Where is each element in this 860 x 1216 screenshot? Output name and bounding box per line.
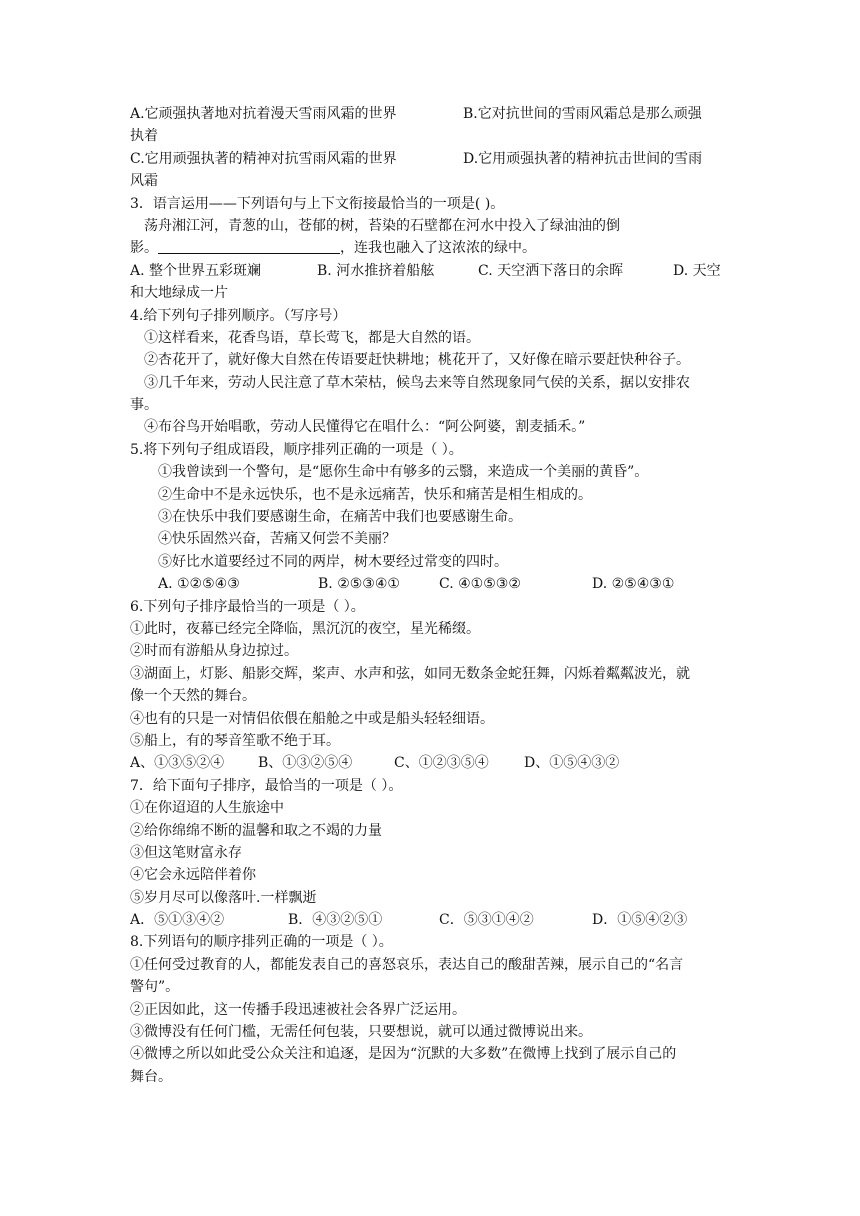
q4-sentence-2: ②杏花开了，就好像大自然在传语要赶快耕地；桃花开了，又好像在暗示要赶快种谷子。 [144, 352, 690, 369]
q5-sentence-5: ⑤好比水道要经过不同的两岸，树木要经过常变的四时。 [158, 553, 508, 570]
q7-option-a: A．⑤①③④② [130, 912, 225, 929]
q3-option-d-continued: 和大地绿成一片 [130, 285, 228, 302]
q5-stem: 5.将下列句子组成语段，顺序排列正确的一项是（ ）。 [130, 441, 463, 458]
q6-sentence-1: ①此时，夜幕已经完全降临，黑沉沉的夜空，星光稀缀。 [130, 620, 480, 637]
q3-options-row [130, 260, 732, 282]
q4-sentence-3: ③几千年来，劳动人民注意了草木荣枯，候鸟去来等自然现象同气侯的关系，据以安排农 [144, 374, 690, 391]
q6-option-c: C、①②③⑤④ [394, 755, 489, 772]
q8-sentence-1: ①任何受过教育的人，都能发表自己的喜怒哀乐，表达自己的酸甜苦辣，展示自己的“名言 [130, 956, 684, 973]
q2-option-d-continued: 风霜 [130, 173, 158, 190]
document-body [130, 103, 732, 1088]
q3-option-c: C. 天空洒下落日的余晖 [478, 262, 624, 279]
q7-option-b: B．④③②⑤① [288, 912, 383, 929]
q6-options-row [130, 752, 732, 774]
q3-passage-end: ，连我也融入了这浓浓的绿中。 [340, 240, 536, 257]
q4-sentence-4: ④布谷鸟开始唱歌，劳动人民懂得它在唱什么：“阿公阿婆，割麦插禾。” [144, 419, 586, 436]
q7-sentence-2: ②给你绵绵不断的温馨和取之不竭的力量 [130, 822, 382, 839]
q2-option-c: C.它用顽强执著的精神对抗雪雨风霜的世界 [130, 150, 397, 167]
q5-sentence-4: ④快乐固然兴奋，苦痛又何尝不美丽？ [158, 531, 396, 548]
q6-stem: 6.下列句子排序最恰当的一项是（ ）。 [130, 598, 365, 615]
q5-sentence-1: ①我曾读到一个警句，是“愿你生命中有够多的云翳，来造成一个美丽的黄昏”。 [158, 464, 649, 481]
q2-option-d: D.它用顽强执著的精神抗击世间的雪雨 [463, 150, 703, 167]
q2-option-a: A.它顽强执著地对抗着漫天雪雨风霜的世界 [130, 106, 397, 122]
q3-option-b: B. 河水推挤着船舷 [317, 262, 435, 279]
q7-stem: 7．给下面句子排序，最恰当的一项是（ ）。 [130, 777, 403, 794]
q2-options-row-1 [130, 103, 732, 125]
q6-option-b: B、①③②⑤④ [258, 755, 353, 772]
q2-option-b-continued: 执着 [130, 128, 158, 145]
q6-sentence-5: ⑤船上，有的琴音笙歌不绝于耳。 [130, 732, 340, 749]
q5-sentence-3: ③在快乐中我们要感谢生命，在痛苦中我们也要感谢生命。 [158, 509, 522, 526]
q5-sentence-2: ②生命中不是永远快乐，也不是永远痛苦，快乐和痛苦是相生相成的。 [158, 486, 592, 503]
q7-sentence-3: ③但这笔财富永存 [130, 844, 242, 861]
q5-option-b: B. ②⑤③④① [318, 576, 400, 593]
q6-sentence-2: ②时而有游船从身边掠过。 [130, 643, 298, 660]
q7-sentence-5: ⑤岁月尽可以像落叶.一样飘逝 [130, 889, 317, 906]
q6-sentence-4: ④也有的只是一对情侣依偎在船舱之中或是船头轻轻细语。 [130, 710, 494, 727]
q3-answer-blank [158, 239, 340, 254]
q3-option-d: D. 天空 [673, 262, 721, 279]
q3-passage-start: 影。 [130, 240, 158, 257]
q4-stem: 4.给下列句子排列顺序。（写序号） [130, 307, 347, 324]
q8-sentence-1-continued: 警句”。 [130, 979, 180, 996]
q2-option-b: B.它对抗世间的雪雨风霜总是那么顽强 [463, 106, 702, 122]
q4-sentence-3-continued: 事。 [130, 397, 158, 414]
q6-option-a: A、①③⑤②④ [130, 755, 225, 772]
q3-stem: 3．语言运用——下列语句与上下文衔接最恰当的一项是( )。 [130, 195, 505, 212]
q8-sentence-2: ②正因如此，这一传播手段迅速被社会各界广泛运用。 [130, 1001, 466, 1018]
q8-sentence-3: ③微博没有任何门槛，无需任何包装，只要想说，就可以通过微博说出来。 [130, 1024, 592, 1041]
q3-option-a: A. 整个世界五彩斑斓 [130, 262, 262, 279]
q4-sentence-1: ①这样看来，花香鸟语，草长莺飞，都是大自然的语。 [144, 329, 480, 346]
q6-option-d: D、①⑤④③② [524, 755, 620, 772]
q5-option-a: A. ①②⑤④③ [158, 576, 240, 593]
q6-sentence-3-continued: 像一个天然的舞台。 [130, 688, 256, 705]
q3-passage-line-1: 荡舟湘江河，青葱的山，苍郁的树，苔染的石壁都在河水中投入了绿油油的倒 [144, 217, 620, 234]
q8-sentence-4: ④微博之所以如此受公众关注和追逐，是因为“沉默的大多数”在微博上找到了展示自己的 [130, 1046, 677, 1063]
q7-option-c: C．⑤③①④② [439, 912, 534, 929]
q8-sentence-4-continued: 舞台。 [130, 1068, 172, 1085]
q7-option-d: D．①⑤④②③ [592, 912, 688, 929]
q5-options-row [130, 573, 732, 595]
q3-passage-line-2 [130, 237, 732, 259]
q7-options-row [130, 909, 732, 931]
q7-sentence-1: ①在你迢迢的人生旅途中 [130, 800, 284, 817]
q7-sentence-4: ④它会永远陪伴着你 [130, 867, 256, 884]
q2-options-row-2 [130, 148, 732, 170]
q6-sentence-3: ③湖面上，灯影、船影交辉，桨声、水声和弦，如同无数条金蛇狂舞，闪烁着粼粼波光，就 [130, 665, 690, 682]
q5-option-d: D. ②⑤④③① [592, 576, 675, 593]
q5-option-c: C. ④①⑤③② [439, 576, 521, 593]
q8-stem: 8.下列语句的顺序排列正确的一项是（ ）。 [130, 934, 393, 951]
